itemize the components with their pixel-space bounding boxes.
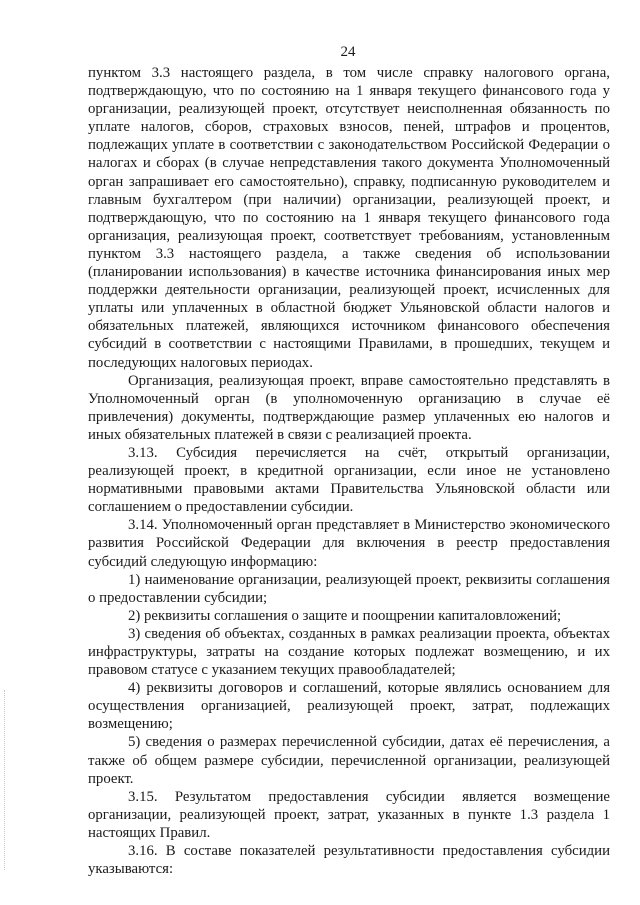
- paragraph-organization-right: Организация, реализующая проект, вправе самостоятельно представлять в Уполномоченный орган (в уполномоченную организацию в случае её привлечения) документы, подтверждающие размер уплаченных ею налогов и иных обязательных платежей в связи с реализацией проекта.: [88, 372, 610, 443]
- scan-margin-artifact: [4, 690, 9, 870]
- list-item-5: 5) сведения о размерах перечисленной субсидии, датах её перечисления, а также об общем размере субсидии, перечисленной организации, реализующей проект.: [88, 734, 610, 787]
- paragraph-3-16: 3.16. В составе показателей результативности предоставления субсидии указываются:: [88, 843, 610, 878]
- document-body: [88, 64, 610, 878]
- list-item-1: 1) наименование организации, реализующей проект, реквизиты соглашения о предоставлении субсидии;: [88, 571, 610, 606]
- list-item-4: 4) реквизиты договоров и соглашений, которые являлись основанием для осуществления организацией, реализующей проект, затрат, подлежащих возмещению;: [88, 680, 610, 733]
- paragraph-continuation: пунктом 3.3 настоящего раздела, в том числе справку налогового органа, подтверждающую, что по состоянию на 1 января текущего финансового года у организации, реализующей проект, отсутствует неисполненная обязанность по уплате налогов, сборов, страховых взносов, пеней, штрафов и процентов, подлежащих уплате в соответствии с законодательством Российской Федерации о налогах и сборах (в случае непредставления такого документа Уполномоченный орган запрашивает его самостоятельно), справку, подписанную руководителем и главным бухгалтером (при наличии) организации, реализующей проект, и подтверждающую, что по состоянию на 1 января текущего финансового года организация, реализующая проект, соответствует требованиям, установленным пунктом 3.3 настоящего раздела, а также сведения об использовании (планировании использования) в качестве источника финансирования иных мер поддержки деятельности организации, реализующей проект, исчисленных для уплаты или уплаченных в областной бюджет Ульяновской области налогов и обязательных платежей, являющихся источником финансового обеспечения субсидий в соответствии с настоящими Правилами, в прошедших, текущем и последующих налоговых периодах.: [88, 65, 610, 371]
- page-number: 24: [340, 44, 356, 60]
- paragraph-3-14: 3.14. Уполномоченный орган представляет в Министерство экономического развития Российской Федерации для включения в реестр предоставления субсидий следующую информацию:: [88, 517, 610, 570]
- list-item-3: 3) сведения об объектах, созданных в рамках реализации проекта, объектах инфраструктуры, затраты на создание которых подлежат возмещению, и их правовом статусе с указанием текущих правообладателей;: [88, 625, 610, 679]
- paragraph-3-15: 3.15. Результатом предоставления субсидии является возмещение организации, реализующей проект, затрат, указанных в пункте 1.3 раздела 1 настоящих Правил.: [88, 788, 610, 841]
- list-item-2: 2) реквизиты соглашения о защите и поощрении капиталовложений;: [128, 607, 562, 624]
- paragraph-3-13: 3.13. Субсидия перечисляется на счёт, открытый организации, реализующей проект, в кредитной организации, если иное не установлено нормативными правовыми актами Правительства Ульяновской области или соглашением о предоставлении субсидии.: [88, 444, 610, 516]
